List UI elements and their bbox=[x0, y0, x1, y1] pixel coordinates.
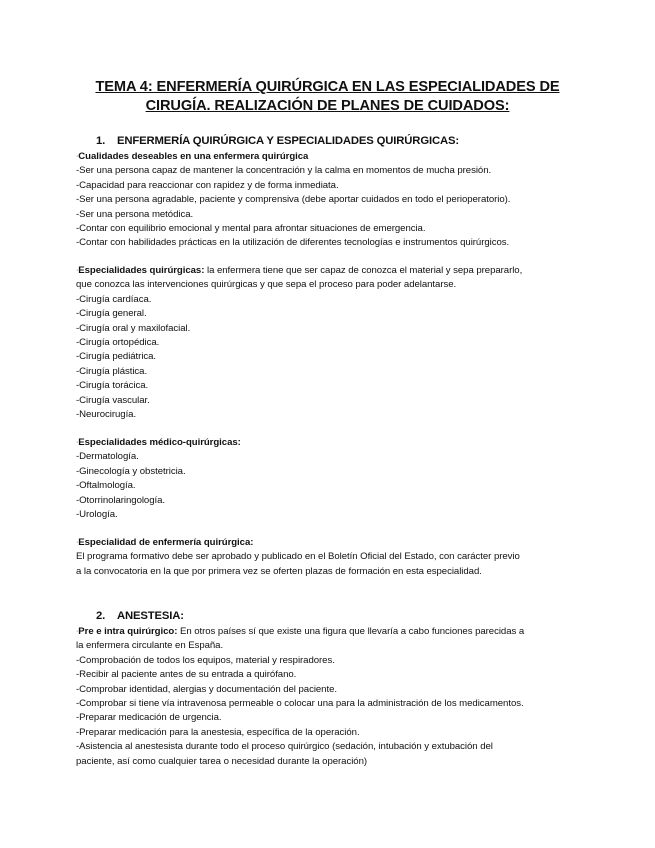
section-2-heading bbox=[96, 609, 184, 623]
especialidades-medico-label-line bbox=[76, 436, 582, 450]
list-item: -Preparar medicación de urgencia. bbox=[76, 712, 222, 724]
bullet-marker: · bbox=[76, 539, 79, 546]
bullet-marker: · bbox=[76, 628, 79, 635]
list-item: -Cirugía plástica. bbox=[76, 365, 148, 377]
cualidades-label: Cualidades deseables en una enfermera quirúrgica bbox=[78, 151, 309, 162]
list-item-asistencia-cont: paciente, así como cualquier tarea o necesidad durante la operación) bbox=[76, 755, 367, 767]
list-item: -Ser una persona capaz de mantener la concentración y la calma en momentos de mucha presión. bbox=[76, 165, 492, 177]
list-item: -Contar con habilidades prácticas en la utilización de diferentes tecnologías e instrumentos quirúrgicos. bbox=[76, 237, 510, 249]
list-item: -Oftalmología. bbox=[76, 480, 136, 492]
section-1-heading bbox=[96, 134, 459, 148]
list-item: -Cirugía pediátrica. bbox=[76, 351, 157, 363]
list-item: -Ser una persona agradable, paciente y comprensiva (debe aportar cuidados en todo el perioperatorio). bbox=[76, 194, 511, 206]
title-line-2: CIRUGÍA. REALIZACIÓN DE PLANES DE CUIDADOS: bbox=[145, 98, 510, 114]
especialidades-quirurgicas-text-2: que conozca las intervenciones quirúrgicas y que sepa el proceso para poder adelantarse. bbox=[76, 279, 457, 291]
especialidades-quirurgicas-block bbox=[76, 264, 582, 422]
list-item: -Cirugía cardíaca. bbox=[76, 293, 152, 305]
list-item: -Comprobar identidad, alergias y documentación del paciente. bbox=[76, 683, 337, 695]
list-item-asistencia: -Asistencia al anestesista durante todo el proceso quirúrgico (sedación, intubación y extubación del bbox=[76, 741, 493, 753]
especialidades-quirurgicas-intro bbox=[76, 264, 582, 278]
especialidad-enfermeria-label: Especialidad de enfermería quirúrgica: bbox=[78, 537, 254, 548]
list-item: -Cirugía vascular. bbox=[76, 394, 150, 406]
pre-intra-text: En otros países sí que existe una figura que llevaría a cabo funciones parecidas a bbox=[177, 626, 525, 637]
especialidades-quirurgicas-label: Especialidades quirúrgicas: bbox=[78, 265, 205, 276]
bullet-marker: · bbox=[76, 153, 79, 160]
pre-intra-text-2: la enfermera circulante en España. bbox=[76, 640, 224, 652]
document-title bbox=[60, 78, 595, 116]
list-item: -Cirugía oral y maxilofacial. bbox=[76, 322, 191, 334]
especialidad-enfermeria-label-line bbox=[76, 536, 582, 550]
list-item: -Ginecología y obstetricia. bbox=[76, 465, 186, 477]
list-item: -Recibir al paciente antes de su entrada a quirófano. bbox=[76, 669, 297, 681]
section-2-number: 2. bbox=[96, 610, 106, 622]
list-item: -Capacidad para reaccionar con rapidez y de forma inmediata. bbox=[76, 179, 339, 191]
especialidades-quirurgicas-text: la enfermera tiene que ser capaz de conozca el material y sepa prepararlo, bbox=[204, 265, 523, 276]
section-1-title: ENFERMERÍA QUIRÚRGICA Y ESPECIALIDADES QUIRÚRGICAS: bbox=[117, 135, 459, 147]
bullet-marker: · bbox=[76, 267, 79, 274]
list-item: -Contar con equilibrio emocional y mental para afrontar situaciones de emergencia. bbox=[76, 222, 426, 234]
pre-intra-block bbox=[76, 625, 582, 769]
pre-intra-intro bbox=[76, 625, 582, 639]
list-item: -Comprobar si tiene vía intravenosa permeable o colocar una para la administración de los medicamentos. bbox=[76, 697, 524, 709]
cualidades-block bbox=[76, 150, 582, 251]
especialidades-medico-label: Especialidades médico-quirúrgicas: bbox=[78, 437, 241, 448]
list-item: -Cirugía ortopédica. bbox=[76, 336, 160, 348]
especialidades-medico-block bbox=[76, 436, 582, 522]
list-item: -Urología. bbox=[76, 508, 118, 520]
list-item: -Comprobación de todos los equipos, material y respiradores. bbox=[76, 654, 335, 666]
especialidad-enfermeria-block bbox=[76, 536, 582, 579]
especialidad-enfermeria-text-1: El programa formativo debe ser aprobado y publicado en el Boletín Oficial del Estado, con carácter previo bbox=[76, 551, 520, 563]
section-1-number: 1. bbox=[96, 135, 106, 147]
list-item: -Neurocirugía. bbox=[76, 408, 137, 420]
bullet-marker: · bbox=[76, 439, 79, 446]
section-2-title: ANESTESIA: bbox=[117, 610, 184, 622]
list-item: -Cirugía general. bbox=[76, 308, 147, 320]
pre-intra-label: Pre e intra quirúrgico: bbox=[78, 626, 178, 637]
list-item: -Cirugía torácica. bbox=[76, 380, 149, 392]
list-item: -Ser una persona metódica. bbox=[76, 208, 194, 220]
list-item: -Dermatología. bbox=[76, 451, 139, 463]
list-item: -Otorrinolaringología. bbox=[76, 494, 166, 506]
title-line-1: TEMA 4: ENFERMERÍA QUIRÚRGICA EN LAS ESPECIALIDADES DE bbox=[95, 79, 560, 95]
list-item: -Preparar medicación para la anestesia, específica de la operación. bbox=[76, 726, 360, 738]
cualidades-label-line bbox=[76, 150, 582, 164]
especialidad-enfermeria-text-2: a la convocatoria en la que por primera vez se oferten plazas de formación en esta especialidad. bbox=[76, 565, 482, 577]
